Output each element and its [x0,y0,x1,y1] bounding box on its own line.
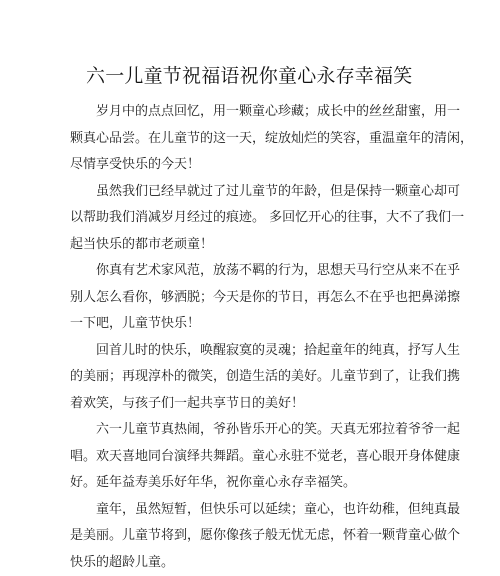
paragraph-6 [70,497,434,576]
paragraph-line: 着欢笑，与孩子们一起共享节日的美好！ [70,391,434,418]
paragraph-1 [70,99,434,179]
paragraph-line: 好。延年益寿美乐好年华，祝你童心永存幸福笑。 [70,470,434,497]
paragraph-2 [70,179,434,259]
paragraph-line: 岁月中的点点回忆，用一颗童心珍藏；成长中的丝丝甜蜜，用一 [70,99,434,126]
paragraph-line: 颗真心品尝。在儿童节的这一天，绽放灿烂的笑容，重温童年的清闲， [70,126,434,153]
paragraph-4 [70,338,434,418]
paragraph-line: 你真有艺术家风范，放荡不羁的行为，思想天马行空从来不在乎 [70,258,434,285]
paragraph-line: 的美丽；再现淳朴的微笑，创造生活的美好。儿童节到了，让我们携 [70,364,434,391]
paragraph-3 [70,258,434,338]
document-body [70,99,434,576]
paragraph-line: 尽情享受快乐的今天！ [70,152,434,179]
document-title: 六一儿童节祝福语祝你童心永存幸福笑 [86,63,466,89]
paragraph-line: 以帮助我们消减岁月经过的痕迹。 多回忆开心的往事，大不了我们一 [70,205,434,232]
paragraph-line: 唱。欢天喜地同台演绎共舞蹈。童心永驻不觉老，喜心眼开身体健康 [70,444,434,471]
paragraph-line: 是美丽。儿童节将到，愿你像孩子般无忧无虑，怀着一颗背童心做个 [70,523,434,550]
paragraph-line: 起当快乐的都市老顽童！ [70,232,434,259]
paragraph-line: 虽然我们已经早就过了过儿童节的年龄，但是保持一颗童心却可 [70,179,434,206]
paragraph-line: 六一儿童节真热闹，爷孙皆乐开心的笑。天真无邪拉着爷爷一起 [70,417,434,444]
paragraph-line: 童年，虽然短暂，但快乐可以延续；童心，也许幼稚，但纯真最 [70,497,434,524]
paragraph-line: 快乐的超龄儿童。 [70,550,434,576]
paragraph-line: 一下吧，儿童节快乐！ [70,311,434,338]
paragraph-line: 别人怎么看你，够洒脱；今天是你的节日，再怎么不在乎也把鼻涕擦 [70,285,434,312]
paragraph-line: 回首儿时的快乐，唤醒寂寞的灵魂；拾起童年的纯真，抒写人生 [70,338,434,365]
paragraph-5 [70,417,434,497]
